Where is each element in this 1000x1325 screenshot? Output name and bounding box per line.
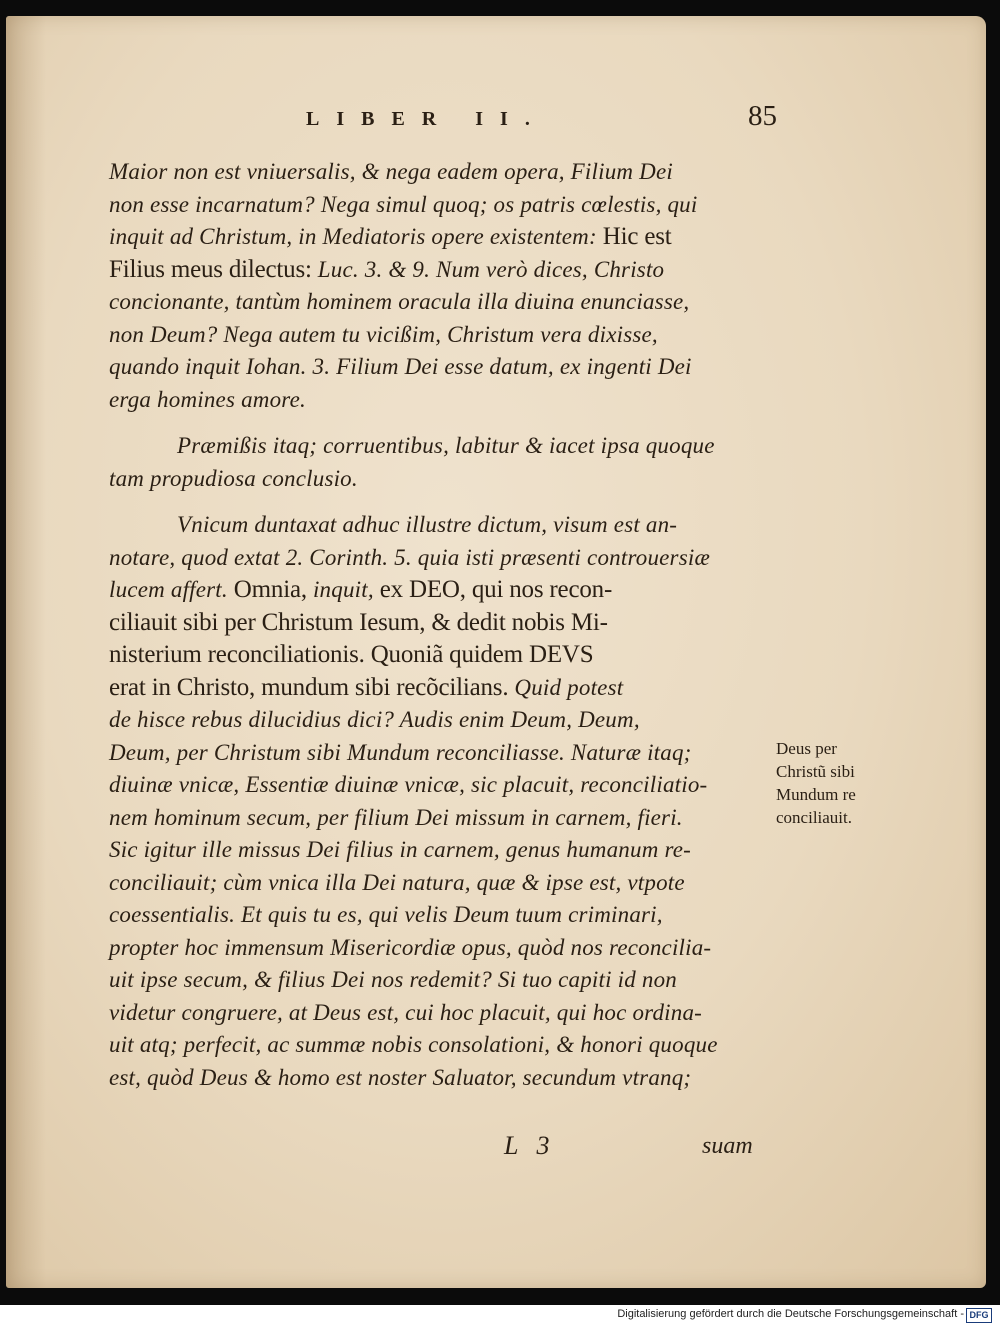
text-line: [109, 156, 781, 189]
italic-text: Luc. 3. & 9. Num verò dices, Christo: [317, 256, 665, 282]
italic-text: Deum, per Christum sibi Mundum reconciliasse. Naturæ itaq;: [109, 739, 692, 765]
italic-text: tam propudiosa conclusio.: [109, 465, 358, 491]
text-line: [109, 351, 781, 384]
book-page: [6, 16, 986, 1288]
italic-text: coessentialis. Et quis tu es, qui velis Deum tuum criminari,: [109, 902, 663, 927]
roman-text: Omnia,: [233, 576, 313, 603]
credit-bar: [0, 1305, 1000, 1325]
text-line: [109, 867, 781, 900]
text-line: [109, 639, 781, 672]
page-gutter-shadow: [6, 16, 46, 1288]
body-text: [109, 156, 781, 1094]
page-footer: [6, 1131, 986, 1171]
text-line: [109, 932, 781, 965]
text-line: [109, 319, 781, 352]
paragraph: [109, 509, 781, 1094]
margin-note-line: Deus per: [776, 739, 837, 758]
page-number: 85: [748, 100, 777, 132]
roman-text: nisterium reconciliationis. Quoniã quidem DEVS: [109, 641, 594, 668]
text-line: [109, 834, 781, 867]
text-line: [109, 769, 781, 802]
roman-text: Filius meus dilectus:: [109, 255, 318, 283]
paragraph: [109, 156, 781, 416]
italic-text: de hisce rebus dilucidius dici? Audis enim Deum, Deum,: [109, 707, 640, 732]
text-line: [109, 997, 781, 1030]
italic-text: quando inquit Iohan. 3. Filium Dei esse datum, ex ingenti Dei: [109, 354, 692, 379]
text-line: [109, 286, 781, 319]
catchword: suam: [702, 1133, 753, 1159]
margin-note-line: conciliauit.: [776, 808, 853, 827]
italic-text: inquit,: [312, 577, 380, 602]
italic-text: diuinæ vnicæ, Essentiæ diuinæ vnicæ, sic placuit, reconciliatio-: [109, 772, 708, 797]
margin-note: [776, 737, 896, 829]
page-header: [6, 100, 986, 140]
italic-text: uit atq; perfecit, ac summæ nobis consolationi, & honori quoque: [109, 1032, 718, 1057]
text-line: [109, 899, 781, 932]
margin-note-line: Christũ sibi: [776, 762, 855, 781]
italic-text: conciliauit; cùm vnica illa Dei natura, quæ & ipse est, vtpote: [109, 869, 685, 895]
italic-text: uit ipse secum, & filius Dei nos redemit? Si tuo capiti id non: [109, 967, 677, 992]
text-line: [109, 607, 781, 640]
italic-text: inquit ad Christum, in Mediatoris opere existentem:: [109, 224, 603, 249]
text-line: [109, 964, 781, 997]
italic-text: Vnicum duntaxat adhuc illustre dictum, visum est an-: [177, 512, 678, 537]
italic-text: nem hominum secum, per filium Dei missum in carnem, fieri.: [109, 804, 683, 830]
italic-text: concionante, tantùm hominem oracula illa diuina enunciasse,: [109, 289, 690, 314]
text-line: [109, 542, 781, 575]
italic-text: erga homines amore.: [109, 386, 306, 412]
italic-text: Præmißis itaq; corruentibus, labitur & iacet ipsa quoque: [177, 433, 715, 458]
roman-text: erat in Christo, mundum sibi recõcilians.: [109, 673, 515, 701]
italic-text: lucem affert.: [109, 577, 234, 602]
italic-text: non Deum? Nega autem tu vicißim, Christum vera dixisse,: [109, 321, 658, 347]
italic-text: notare, quod extat 2. Corinth. 5. quia isti præsenti controuersiæ: [109, 544, 710, 570]
italic-text: propter hoc immensum Misericordiæ opus, quòd nos reconcilia-: [109, 934, 712, 960]
text-line: [109, 672, 781, 705]
text-line: [109, 574, 781, 607]
italic-text: videtur congruere, at Deus est, cui hoc placuit, qui hoc ordina-: [109, 999, 703, 1025]
text-line: [109, 221, 781, 254]
italic-text: Sic igitur ille missus Dei filius in carnem, genus humanum re-: [109, 837, 692, 862]
margin-note-line: Mundum re: [776, 785, 856, 804]
text-line: [109, 802, 781, 835]
text-line: [109, 509, 781, 542]
roman-text: Hic est: [602, 223, 672, 250]
text-line: [109, 430, 781, 463]
text-line: [109, 463, 781, 496]
paragraph: [109, 430, 781, 495]
signature-mark: L 3: [504, 1131, 556, 1160]
italic-text: Quid potest: [514, 674, 624, 700]
roman-text: ciliauit sibi per Christum Iesum, & dedit nobis Mi-: [109, 608, 608, 636]
italic-text: est, quòd Deus & homo est noster Saluator, secundum vtranq;: [109, 1064, 692, 1090]
credit-text: Digitalisierung gefördert durch die Deutsche Forschungsgemeinschaft -: [617, 1308, 964, 1320]
italic-text: non esse incarnatum? Nega simul quoq; os patris cœlestis, qui: [109, 191, 698, 217]
text-line: [109, 1029, 781, 1062]
text-line: [109, 704, 781, 737]
text-line: [109, 737, 781, 770]
roman-text: ex DEO, qui nos recon-: [379, 576, 613, 603]
text-line: [109, 189, 781, 222]
running-title: LIBER II.: [306, 108, 547, 130]
text-line: [109, 1062, 781, 1095]
text-line: [109, 384, 781, 417]
text-line: [109, 254, 781, 287]
dfg-logo: DFG: [966, 1308, 992, 1323]
italic-text: Maior non est vniuersalis, & nega eadem opera, Filium Dei: [109, 159, 673, 184]
